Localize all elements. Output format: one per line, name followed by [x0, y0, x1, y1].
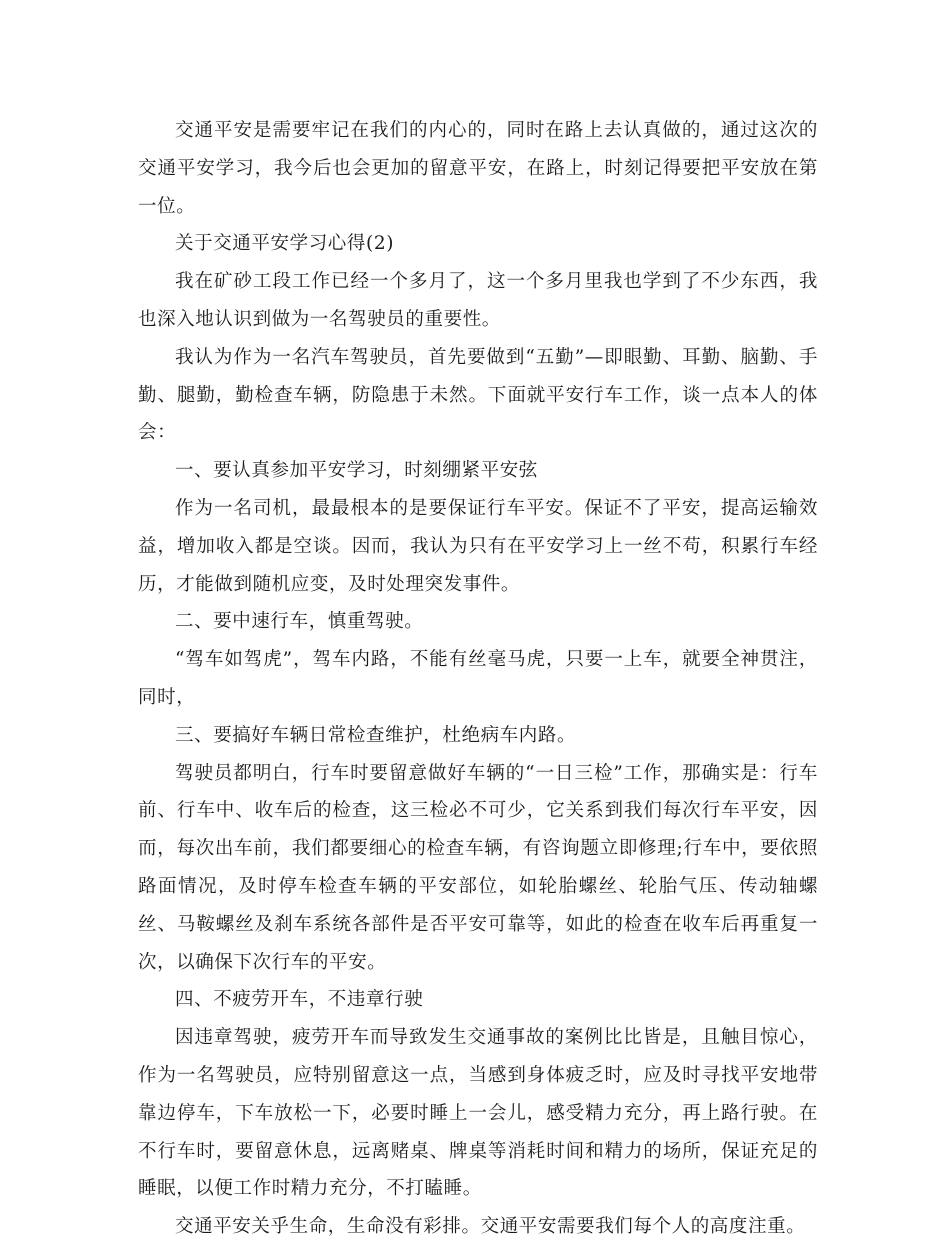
- paragraph: “驾车如驾虎”，驾车内路，不能有丝毫马虎，只要一上车，就要全神贯注，同时，: [138, 649, 818, 708]
- paragraph: 因违章驾驶，疲劳开车而导致发生交通事故的案例比比皆是，且触目惊心，作为一名驾驶员，应特别留意这一点，当感到身体疲乏时，应及时寻找平安地带靠边停车，下车放松一下，必要时睡上一会儿，感受精力充分，再上路行驶。在不行车时，要留意休息，远离赌桌、牌桌等消耗时间和精力的场所，保证充足的睡眠，以便工作时精力充分，不打瞌睡。: [138, 1027, 818, 1200]
- section-heading: 二、要中速行车，慎重驾驶。: [175, 611, 424, 633]
- paragraph: 作为一名司机，最最根本的是要保证行车平安。保证不了平安，提高运输效益，增加收入都是空谈。因而，我认为只有在平安学习上一丝不苟，积累行车经历，才能做到随机应变，及时处理突发事件。: [138, 497, 818, 595]
- section-title: 关于交通平安学习心得(2): [175, 233, 395, 255]
- document-body: [138, 112, 818, 1246]
- paragraph: 我认为作为一名汽车驾驶员，首先要做到“五勤”—即眼勤、耳勤、脑勤、手勤、腿勤，勤检查车辆，防隐患于未然。下面就平安行车工作，谈一点本人的体会：: [138, 346, 818, 444]
- section-heading: 四、不疲劳开车，不违章行驶: [175, 989, 424, 1011]
- paragraph: 交通平安是需要牢记在我们的内心的，同时在路上去认真做的，通过这次的交通平安学习，我今后也会更加的留意平安，在路上，时刻记得要把平安放在第一位。: [138, 120, 818, 217]
- section-heading: 三、要搞好车辆日常检查维护，杜绝病车内路。: [175, 724, 577, 746]
- paragraph: 交通平安关乎生命，生命没有彩排。交通平安需要我们每个人的高度注重。: [175, 1216, 806, 1238]
- paragraph: 我在矿砂工段工作已经一个多月了，这一个多月里我也学到了不少东西，我也深入地认识到做为一名驾驶员的重要性。: [138, 271, 818, 330]
- section-heading: 一、要认真参加平安学习，时刻绷紧平安弦: [175, 460, 538, 482]
- paragraph: 驾驶员都明白，行车时要留意做好车辆的“一日三检”工作，那确实是：行车前、行车中、收车后的检查，这三检必不可少，它关系到我们每次行车平安，因而，每次出车前，我们都要细心的检查车辆，有咨询题立即修理;行车中，要依照路面情况，及时停车检查车辆的平安部位，如轮胎螺丝、轮胎气压、传动轴螺丝、马鞍螺丝及刹车系统各部件是否平安可靠等，如此的检查在收车后再重复一次，以确保下次行车的平安。: [138, 762, 818, 973]
